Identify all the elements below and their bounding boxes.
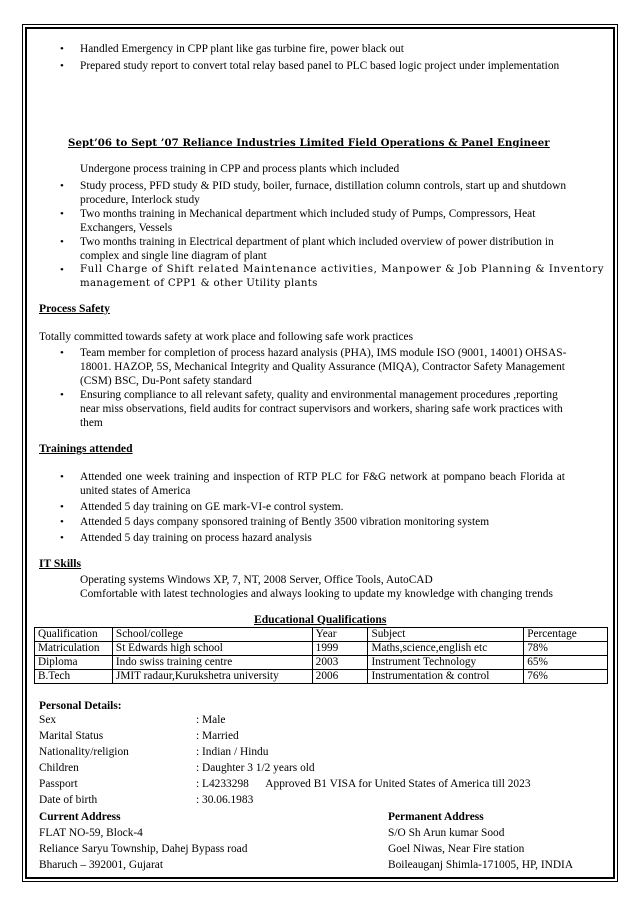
experience-title: Sept’06 to Sept ’07 Reliance Industries Limited Field Operations & Panel Engineer bbox=[68, 137, 550, 149]
table-cell: Instrument Technology bbox=[368, 656, 524, 670]
table-cell: 2006 bbox=[312, 670, 368, 684]
bullet-icon: • bbox=[60, 180, 64, 192]
table-cell: 65% bbox=[524, 656, 608, 670]
table-cell: 78% bbox=[524, 642, 608, 656]
table-header-cell: Year bbox=[312, 628, 368, 642]
experience-bullet-line: Study process, PFD study & PID study, boiler, furnace, distillation column controls, start up and shutdown bbox=[80, 180, 567, 192]
table-cell: B.Tech bbox=[35, 670, 113, 684]
training-line: Attended 5 days company sponsored training of Bently 3500 vibration monitoring system bbox=[80, 516, 490, 528]
process-safety-line: them bbox=[80, 417, 103, 429]
training-line: Attended 5 day training on GE mark-VI-e control system. bbox=[80, 501, 344, 513]
experience-bullet-line: Full Charge of Shift related Maintenance activities, Manpower & Job Planning & Inventory bbox=[80, 264, 605, 275]
table-header-cell: School/college bbox=[112, 628, 312, 642]
current-address-line: Bharuch – 392001, Gujarat bbox=[39, 859, 164, 871]
permanent-address-heading: Permanent Address bbox=[388, 811, 484, 823]
personal-label: Passport bbox=[39, 778, 78, 790]
experience-bullet-line: procedure, Interlock study bbox=[80, 194, 200, 206]
personal-value: : Male bbox=[196, 714, 226, 726]
process-safety-line: Ensuring compliance to all relevant safety, quality and environmental management procedures ,reporting bbox=[80, 389, 558, 401]
bullet-icon: • bbox=[60, 43, 64, 55]
bullet-icon: • bbox=[60, 501, 64, 513]
process-safety-heading: Process Safety bbox=[39, 302, 110, 315]
education-heading: Educational Qualifications bbox=[254, 613, 387, 626]
personal-label: Sex bbox=[39, 714, 57, 726]
personal-value: : L4233298 Approved B1 VISA for United States of America till 2023 bbox=[196, 778, 531, 790]
bullet-icon: • bbox=[60, 236, 64, 248]
table-header-cell: Qualification bbox=[35, 628, 113, 642]
table-row bbox=[35, 642, 608, 656]
table-cell: JMIT radaur,Kurukshetra university bbox=[112, 670, 312, 684]
permanent-address-line: Boileauganj Shimla-171005, HP, INDIA bbox=[388, 859, 574, 871]
process-safety-line: (CSM) BSC, Du-Pont safety standard bbox=[80, 375, 252, 387]
personal-label: Marital Status bbox=[39, 730, 104, 742]
personal-value: : Daughter 3 1/2 years old bbox=[196, 762, 315, 774]
experience-bullet-line: Two months training in Mechanical department which included study of Pumps, Compressors, Heat bbox=[80, 208, 536, 220]
table-cell: Indo swiss training centre bbox=[112, 656, 312, 670]
experience-bullet-line: Two months training in Electrical department of plant which included overview of power distribution in bbox=[80, 236, 554, 248]
training-line: Attended 5 day training on process hazard analysis bbox=[80, 532, 312, 544]
table-cell: St Edwards high school bbox=[112, 642, 312, 656]
top-bullet-text: Prepared study report to convert total relay based panel to PLC based logic project under implementation bbox=[80, 60, 560, 72]
process-safety-intro: Totally committed towards safety at work place and following safe work practices bbox=[39, 331, 414, 343]
table-cell: Matriculation bbox=[35, 642, 113, 656]
experience-intro: Undergone process training in CPP and process plants which included bbox=[80, 163, 400, 175]
table-cell: Instrumentation & control bbox=[368, 670, 524, 684]
education-table bbox=[34, 627, 608, 684]
table-cell: Maths,science,english etc bbox=[368, 642, 524, 656]
process-safety-line: Team member for completion of process hazard analysis (PHA), IMS module ISO (9001, 14001) OHSAS- bbox=[80, 347, 567, 359]
personal-label: Children bbox=[39, 762, 79, 774]
table-header-cell: Subject bbox=[368, 628, 524, 642]
personal-value: : Married bbox=[196, 730, 239, 742]
table-cell: 76% bbox=[524, 670, 608, 684]
personal-heading: Personal Details: bbox=[39, 700, 122, 712]
top-bullet-text: Handled Emergency in CPP plant like gas turbine fire, power black out bbox=[80, 43, 404, 55]
bullet-icon: • bbox=[60, 532, 64, 544]
experience-bullet-line: Exchangers, Vessels bbox=[80, 222, 173, 234]
bullet-icon: • bbox=[60, 208, 64, 220]
training-line: united states of America bbox=[80, 485, 191, 497]
bullet-icon: • bbox=[60, 264, 64, 276]
current-address-line: FLAT NO-59, Block-4 bbox=[39, 827, 143, 839]
current-address-heading: Current Address bbox=[39, 811, 121, 823]
table-cell: 1999 bbox=[312, 642, 368, 656]
bullet-icon: • bbox=[60, 471, 64, 483]
personal-value: : Indian / Hindu bbox=[196, 746, 269, 758]
current-address-line: Reliance Saryu Township, Dahej Bypass road bbox=[39, 843, 248, 855]
table-cell: 2003 bbox=[312, 656, 368, 670]
trainings-heading: Trainings attended bbox=[39, 442, 133, 455]
bullet-icon: • bbox=[60, 389, 64, 401]
table-cell: Diploma bbox=[35, 656, 113, 670]
it-skills-line: Operating systems Windows XP, 7, NT, 2008 Server, Office Tools, AutoCAD bbox=[80, 574, 433, 586]
personal-label: Nationality/religion bbox=[39, 746, 129, 758]
bullet-icon: • bbox=[60, 516, 64, 528]
personal-label: Date of birth bbox=[39, 794, 98, 806]
it-skills-heading: IT Skills bbox=[39, 557, 82, 570]
table-header-row bbox=[35, 628, 608, 642]
experience-bullet-line: management of CPP1 & other Utility plants bbox=[80, 278, 318, 289]
experience-bullet-line: complex and single line diagram of plant bbox=[80, 250, 267, 262]
bullet-icon: • bbox=[60, 347, 64, 359]
table-row bbox=[35, 656, 608, 670]
bullet-icon: • bbox=[60, 60, 64, 72]
process-safety-line: near miss observations, field audits for contract supervisors and workers, sharing safe work practices with bbox=[80, 403, 563, 415]
permanent-address-line: Goel Niwas, Near Fire station bbox=[388, 843, 525, 855]
table-row bbox=[35, 670, 608, 684]
it-skills-line: Comfortable with latest technologies and always looking to update my knowledge with changing trends bbox=[80, 588, 553, 600]
training-line: Attended one week training and inspection of RTP PLC for F&G network at pompano beach Florida at bbox=[80, 471, 565, 483]
permanent-address-line: S/O Sh Arun kumar Sood bbox=[388, 827, 505, 839]
personal-value: : 30.06.1983 bbox=[196, 794, 254, 806]
process-safety-line: 18001. HAZOP, 5S, Mechanical Integrity and Quality Assurance (MIQA), Contractor Safety Management bbox=[80, 361, 565, 373]
table-header-cell: Percentage bbox=[524, 628, 608, 642]
